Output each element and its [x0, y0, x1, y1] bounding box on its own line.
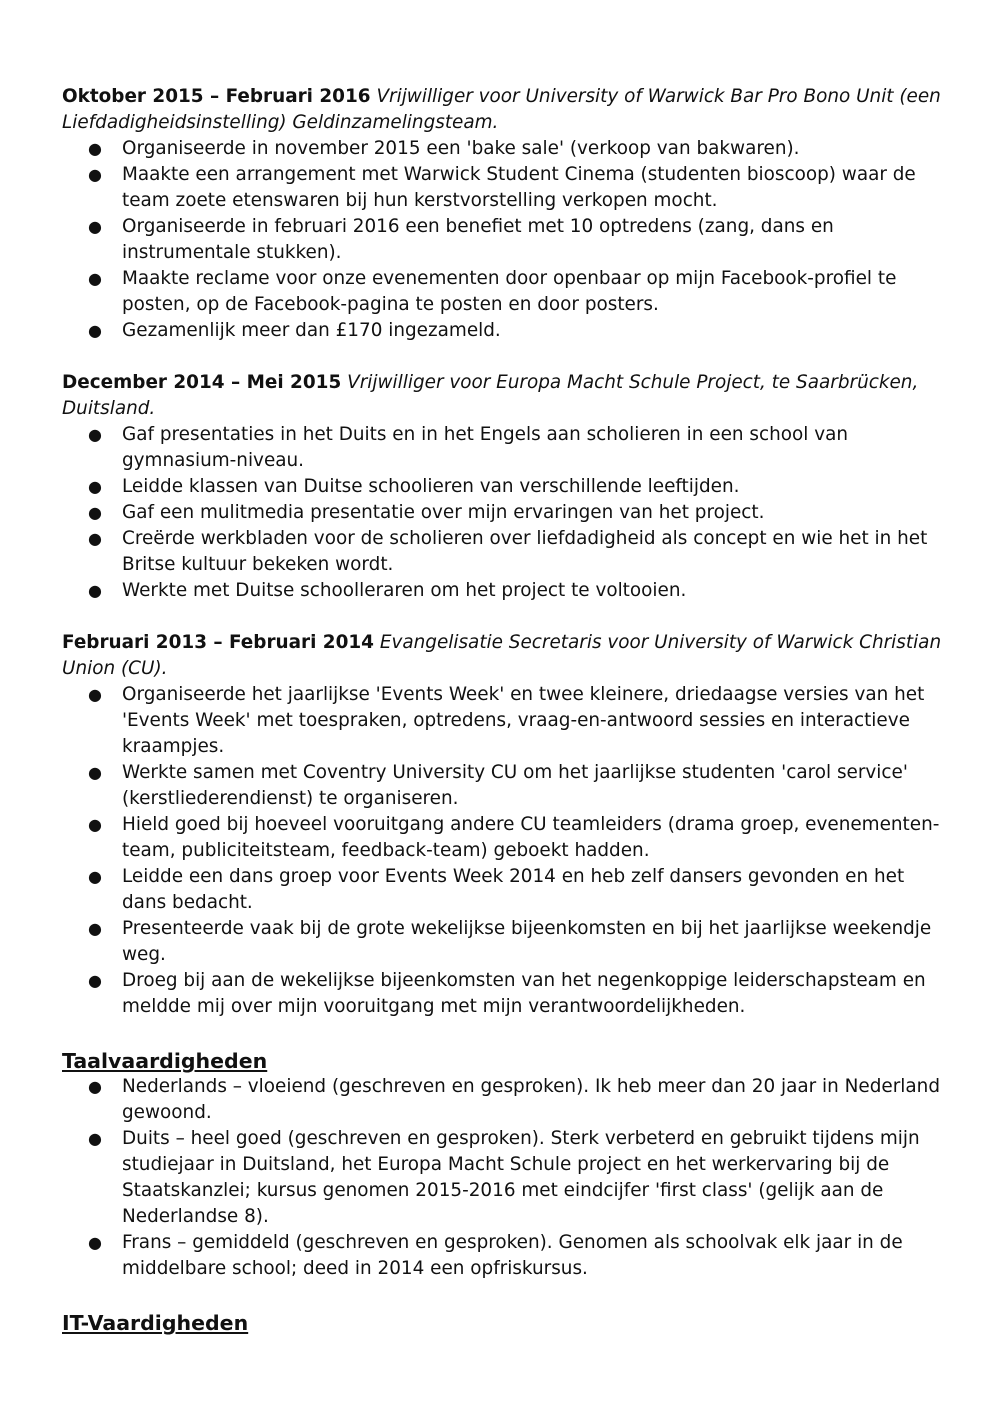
bullet-icon: ● — [88, 269, 102, 288]
list-item — [62, 136, 944, 162]
list-item-text: Gaf een mulitmedia presentatie over mijn ervaringen van het project. — [122, 502, 765, 523]
list-item — [62, 1074, 944, 1126]
list-item — [62, 266, 944, 318]
bullet-list — [62, 422, 944, 604]
bullet-icon: ● — [88, 165, 102, 184]
bullet-icon: ● — [88, 217, 102, 236]
list-item-text: Frans – gemiddeld (geschreven en gesproken). Genomen als schoolvak elk jaar in de middelbare school; deed in 2014 een opfriskursus. — [122, 1232, 903, 1279]
list-item-text: Hield goed bij hoeveel vooruitgang andere CU teamleiders (drama groep, evenementen-team, publiciteitsteam, feedback-team) geboekt hadden. — [122, 814, 940, 861]
bullet-list — [62, 1074, 944, 1282]
list-item-text: Leidde klassen van Duitse schoolieren van verschillende leeftijden. — [122, 476, 740, 497]
experience-entry — [62, 370, 944, 604]
bullet-list — [62, 682, 944, 1020]
list-item — [62, 760, 944, 812]
bullet-icon: ● — [88, 321, 102, 340]
list-item-text: Droeg bij aan de wekelijkse bijeenkomsten van het negenkoppige leiderschapsteam en meldde mij over mijn vooruitgang met mijn verantwoordelijkheden. — [122, 970, 926, 1017]
languages-section — [62, 1046, 944, 1282]
list-item — [62, 578, 944, 604]
list-item-text: Werkte met Duitse schoolleraren om het project te voltooien. — [122, 580, 687, 601]
list-item-text: Organiseerde in november 2015 een 'bake sale' (verkoop van bakwaren). — [122, 138, 800, 159]
list-item-text: Maakte reclame voor onze evenementen door openbaar op mijn Facebook-profiel te posten, op de Facebook-pagina te posten en door posters. — [122, 268, 897, 315]
section-heading: IT-Vaardigheden — [62, 1311, 249, 1335]
list-item — [62, 1230, 944, 1282]
bullet-icon: ● — [88, 867, 102, 886]
bullet-icon: ● — [88, 529, 102, 548]
list-item — [62, 526, 944, 578]
list-item — [62, 682, 944, 760]
list-item — [62, 214, 944, 266]
list-item — [62, 500, 944, 526]
bullet-icon: ● — [88, 477, 102, 496]
list-item-text: Organiseerde in februari 2016 een benefiet met 10 optredens (zang, dans en instrumentale stukken). — [122, 216, 834, 263]
list-item-text: Creërde werkbladen voor de scholieren over liefdadigheid als concept en wie het in het Britse kultuur bekeken wordt. — [122, 528, 928, 575]
list-item — [62, 162, 944, 214]
bullet-list — [62, 136, 944, 344]
list-item — [62, 812, 944, 864]
entry-dates: Februari 2013 – Februari 2014 — [62, 632, 374, 653]
list-item — [62, 1126, 944, 1230]
experience-entry — [62, 630, 944, 1020]
entry-role: Vrijwilliger voor Europa Macht Schule Project, te Saarbrücken, Duitsland. — [62, 372, 919, 419]
entry-role: Vrijwilliger voor University of Warwick Bar Pro Bono Unit (een Liefdadigheidsinstelling) Geldinzamelingsteam. — [62, 86, 941, 133]
list-item — [62, 916, 944, 968]
list-item — [62, 422, 944, 474]
bullet-icon: ● — [88, 1233, 102, 1252]
entry-dates: December 2014 – Mei 2015 — [62, 372, 342, 393]
experience-entry — [62, 84, 944, 344]
list-item-text: Werkte samen met Coventry University CU om het jaarlijkse studenten 'carol service' (kerstliederendienst) te organiseren. — [122, 762, 908, 809]
entry-header — [62, 370, 944, 422]
list-item-text: Gezamenlijk meer dan £170 ingezameld. — [122, 320, 501, 341]
bullet-icon: ● — [88, 1129, 102, 1148]
bullet-icon: ● — [88, 763, 102, 782]
list-item-text: Maakte een arrangement met Warwick Student Cinema (studenten bioscoop) waar de team zoete etenswaren bij hun kerstvorstelling verkopen mocht. — [122, 164, 916, 211]
list-item-text: Duits – heel goed (geschreven en gesproken). Sterk verbeterd en gebruikt tijdens mijn studiejaar in Duitsland, het Europa Macht Schule project en het werkervaring bij de Staatskanzlei; kursus genomen 2015-2016 met eindcijfer 'first class' (gelijk aan de Nederlandse 8). — [122, 1128, 920, 1227]
bullet-icon: ● — [88, 1077, 102, 1096]
list-item-text: Nederlands – vloeiend (geschreven en gesproken). Ik heb meer dan 20 jaar in Nederland gewoond. — [122, 1076, 940, 1123]
list-item-text: Presenteerde vaak bij de grote wekelijkse bijeenkomsten en bij het jaarlijkse weekendje weg. — [122, 918, 932, 965]
entry-header — [62, 84, 944, 136]
it-section — [62, 1308, 944, 1336]
list-item — [62, 864, 944, 916]
list-item — [62, 968, 944, 1020]
list-item-text: Leidde een dans groep voor Events Week 2014 en heb zelf dansers gevonden en het dans bedacht. — [122, 866, 905, 913]
bullet-icon: ● — [88, 503, 102, 522]
bullet-icon: ● — [88, 425, 102, 444]
bullet-icon: ● — [88, 139, 102, 158]
list-item-text: Organiseerde het jaarlijkse 'Events Week' en twee kleinere, driedaagse versies van het 'Events Week' met toespraken, optredens, vraag-en-antwoord sessies en interactieve kraampjes. — [122, 684, 925, 757]
bullet-icon: ● — [88, 581, 102, 600]
bullet-icon: ● — [88, 815, 102, 834]
list-item — [62, 318, 944, 344]
list-item-text: Gaf presentaties in het Duits en in het Engels aan scholieren in een school van gymnasium-niveau. — [122, 424, 849, 471]
entry-dates: Oktober 2015 – Februari 2016 — [62, 86, 371, 107]
bullet-icon: ● — [88, 919, 102, 938]
bullet-icon: ● — [88, 971, 102, 990]
bullet-icon: ● — [88, 685, 102, 704]
section-heading: Taalvaardigheden — [62, 1049, 268, 1073]
entry-role: Evangelisatie Secretaris voor University of Warwick Christian Union (CU). — [62, 632, 942, 679]
list-item — [62, 474, 944, 500]
entry-header — [62, 630, 944, 682]
